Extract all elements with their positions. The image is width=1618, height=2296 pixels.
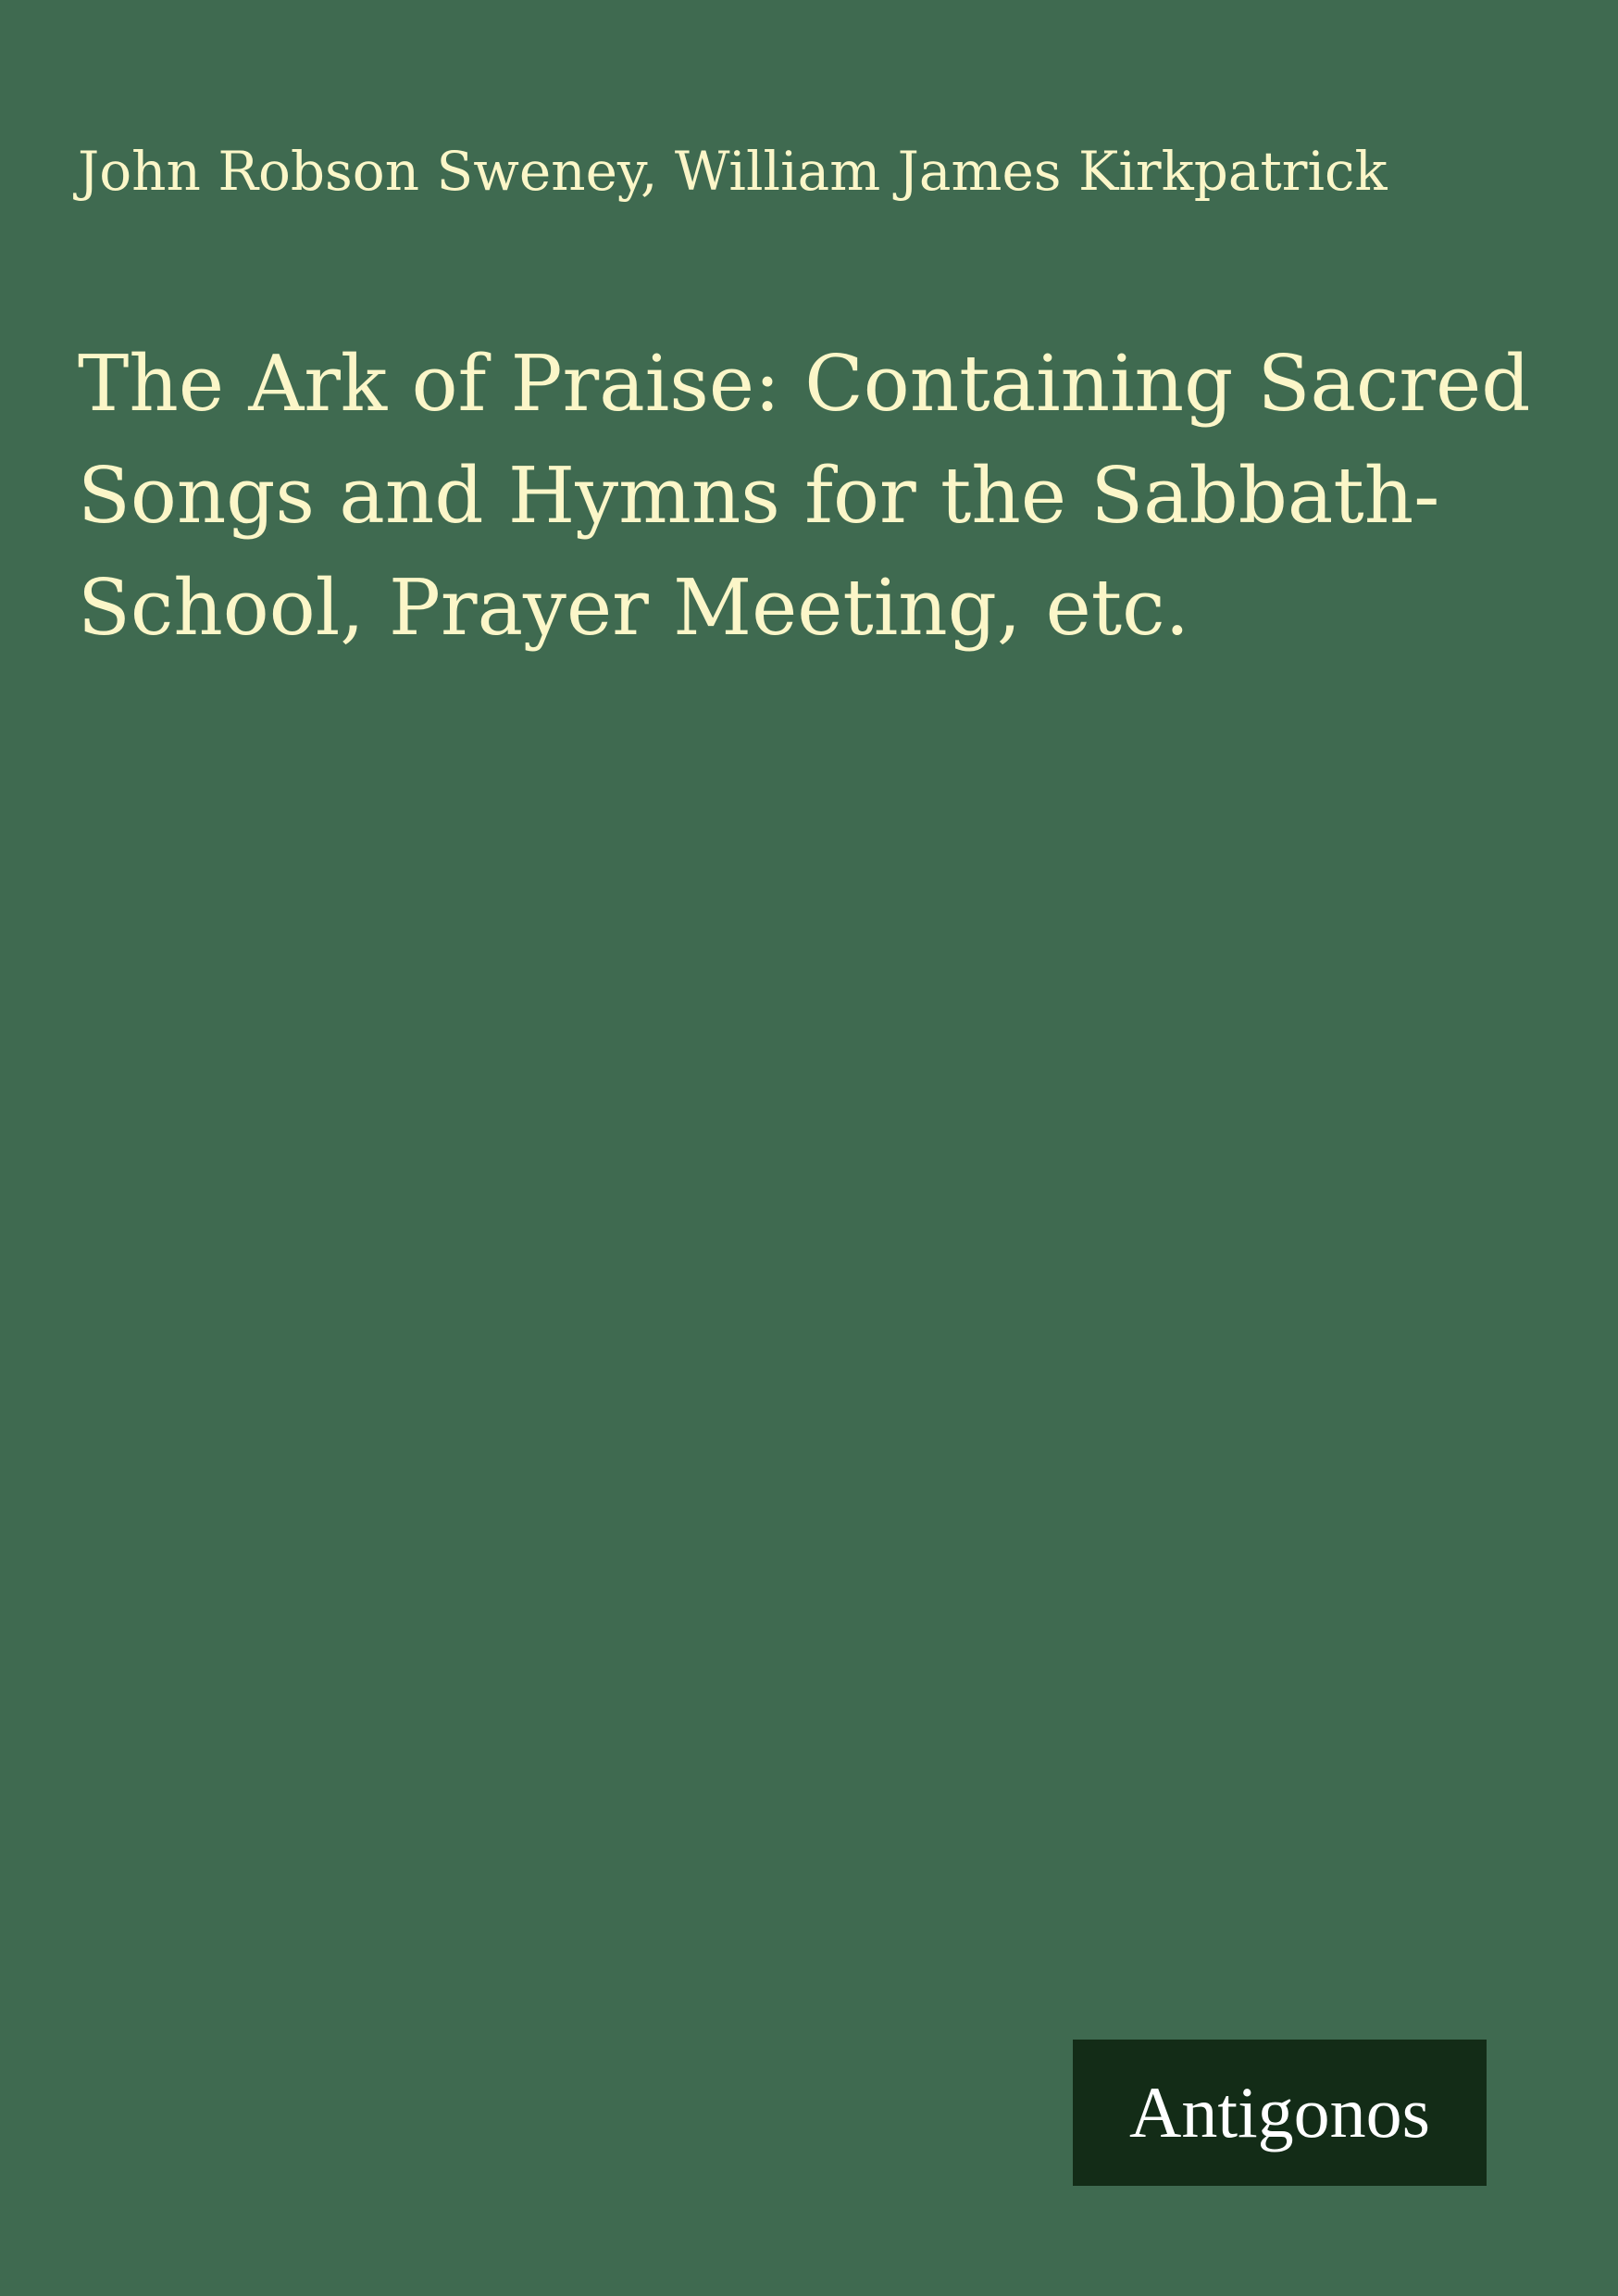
book-title: The Ark of Praise: Containing Sacred Songs and Hymns for the Sabbath-School, Prayer Meeting, etc. — [78, 339, 1531, 653]
publisher-logo — [1073, 2040, 1487, 2186]
publisher-name: Antigonos — [1128, 2072, 1431, 2152]
book-authors: John Robson Sweney, William James Kirkpatrick — [78, 140, 1388, 203]
